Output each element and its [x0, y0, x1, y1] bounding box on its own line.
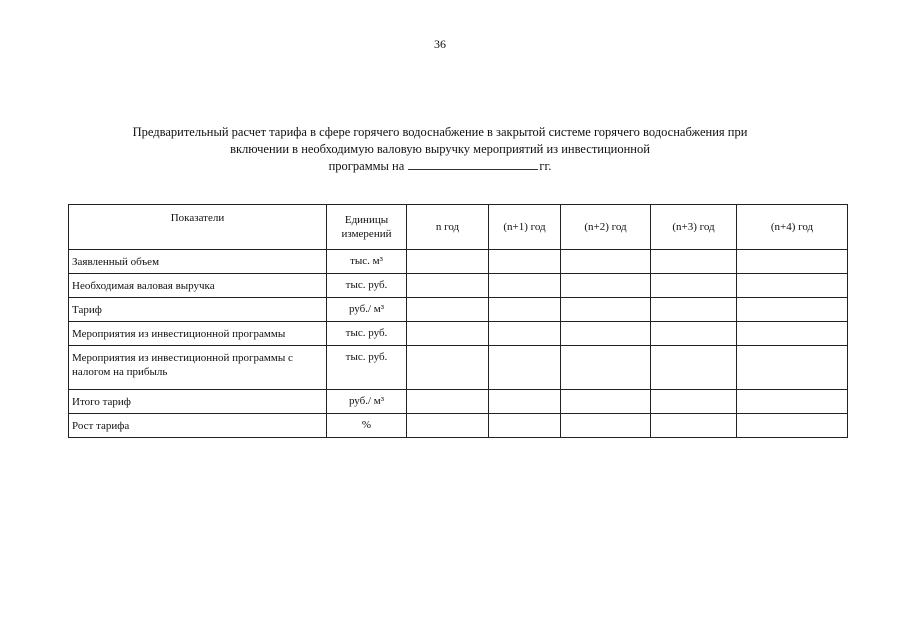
value-cell	[561, 274, 651, 298]
table-row	[69, 250, 848, 274]
value-cell	[407, 414, 489, 438]
row-indicator: Заявленный объем	[69, 250, 327, 274]
value-cell	[489, 274, 561, 298]
value-cell	[737, 298, 848, 322]
value-cell	[737, 250, 848, 274]
row-indicator: Необходимая валовая выручка	[69, 274, 327, 298]
title-line-2: включении в необходимую валовую выручку мероприятий из инвестиционной	[230, 142, 650, 156]
value-cell	[489, 346, 561, 390]
row-indicator: Рост тарифа	[69, 414, 327, 438]
value-cell	[489, 390, 561, 414]
header-year-n3: (n+3) год	[651, 205, 737, 250]
value-cell	[651, 346, 737, 390]
value-cell	[561, 346, 651, 390]
value-cell	[407, 250, 489, 274]
row-indicator: Итого тариф	[69, 390, 327, 414]
value-cell	[561, 414, 651, 438]
title-line-3-prefix: программы на	[328, 159, 405, 173]
value-cell	[561, 322, 651, 346]
row-indicator: Мероприятия из инвестиционной программы с налогом на прибыль	[69, 346, 327, 390]
value-cell	[651, 390, 737, 414]
value-cell	[489, 322, 561, 346]
value-cell	[737, 346, 848, 390]
value-cell	[651, 322, 737, 346]
table-row	[69, 414, 848, 438]
header-year-n1: (n+1) год	[489, 205, 561, 250]
table-row	[69, 274, 848, 298]
table-row	[69, 322, 848, 346]
header-indicators: Показатели	[69, 205, 327, 250]
row-unit: тыс. руб.	[327, 322, 407, 346]
row-indicator: Тариф	[69, 298, 327, 322]
period-blank-line	[408, 159, 538, 170]
tariff-calculation-table	[68, 204, 848, 438]
header-units: Единицы измерений	[327, 205, 407, 250]
table-row	[69, 346, 848, 390]
value-cell	[651, 274, 737, 298]
table-row	[69, 390, 848, 414]
table-header-row	[69, 205, 848, 250]
value-cell	[489, 414, 561, 438]
value-cell	[561, 298, 651, 322]
header-year-n4: (n+4) год	[737, 205, 848, 250]
value-cell	[489, 298, 561, 322]
row-indicator: Мероприятия из инвестиционной программы	[69, 322, 327, 346]
row-unit: руб./ м³	[327, 390, 407, 414]
header-year-n2: (n+2) год	[561, 205, 651, 250]
title-line-3	[40, 158, 840, 175]
value-cell	[561, 250, 651, 274]
value-cell	[651, 414, 737, 438]
table-row	[69, 298, 848, 322]
value-cell	[407, 274, 489, 298]
value-cell	[651, 298, 737, 322]
title-line-3-suffix: гг.	[539, 159, 552, 173]
page-number: 36	[434, 37, 446, 51]
value-cell	[737, 274, 848, 298]
value-cell	[561, 390, 651, 414]
header-year-n: n год	[407, 205, 489, 250]
value-cell	[737, 390, 848, 414]
value-cell	[737, 414, 848, 438]
row-unit: тыс. руб.	[327, 346, 407, 390]
title-line-1: Предварительный расчет тарифа в сфере горячего водоснабжение в закрытой системе горячего водоснабжения при	[132, 125, 748, 139]
value-cell	[737, 322, 848, 346]
value-cell	[407, 298, 489, 322]
value-cell	[407, 322, 489, 346]
document-title	[40, 124, 840, 175]
value-cell	[651, 250, 737, 274]
row-unit: тыс. руб.	[327, 274, 407, 298]
value-cell	[407, 390, 489, 414]
row-unit: руб./ м³	[327, 298, 407, 322]
value-cell	[407, 346, 489, 390]
row-unit: тыс. м³	[327, 250, 407, 274]
value-cell	[489, 250, 561, 274]
row-unit: %	[327, 414, 407, 438]
